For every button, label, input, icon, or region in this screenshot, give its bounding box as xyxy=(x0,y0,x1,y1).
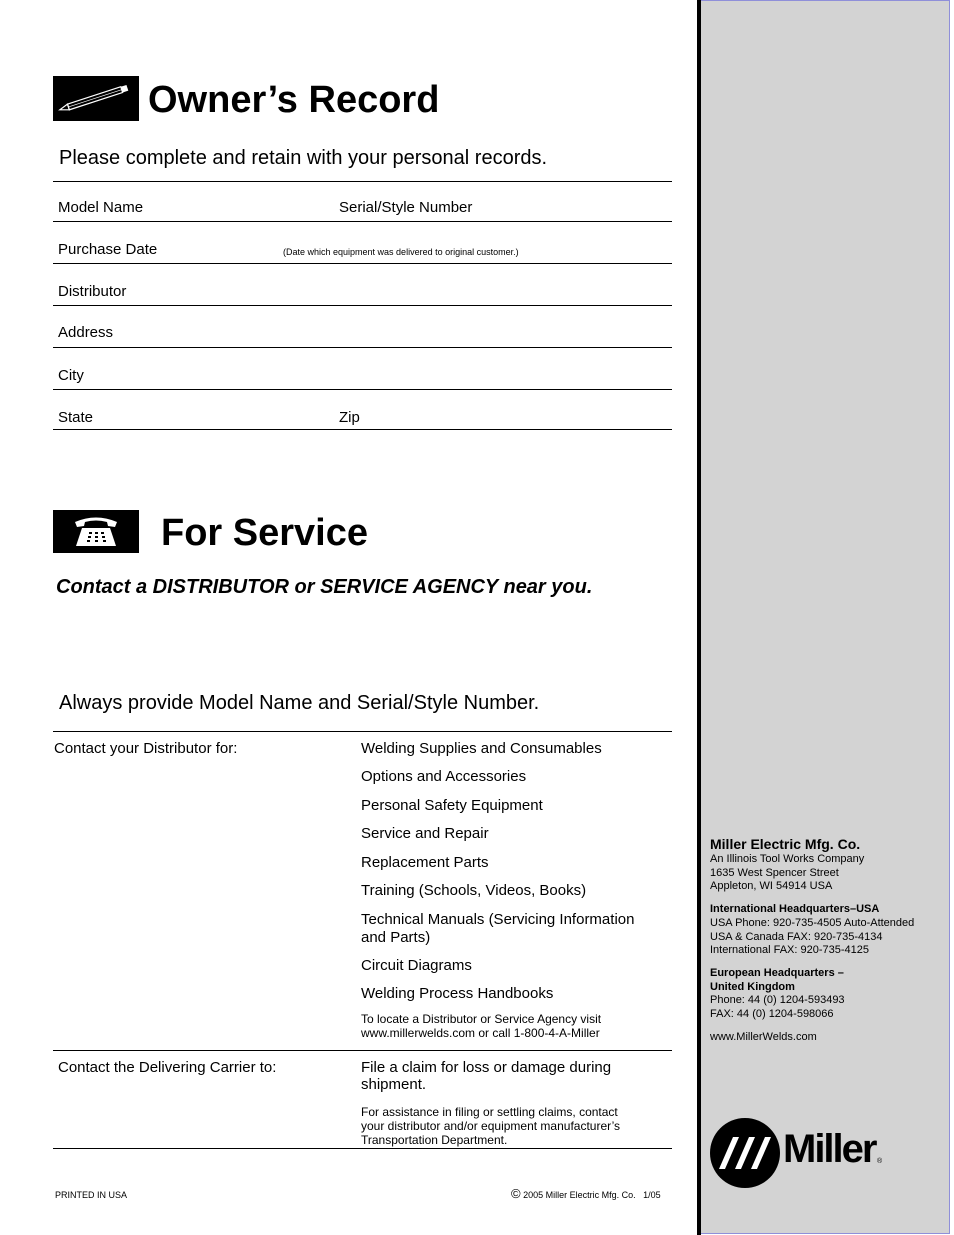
carrier-note-line: your distributor and/or equipment manufacturer’s xyxy=(361,1119,621,1133)
provide-line: Always provide Model Name and Serial/Style Number. xyxy=(59,692,540,714)
list-item: Technical Manuals (Servicing Information and Parts) xyxy=(361,911,635,946)
list-item: Options and Accessories xyxy=(361,768,527,785)
model-name-label: Model Name xyxy=(58,199,144,216)
for-service-title: For Service xyxy=(161,512,368,554)
eu-hq-line: FAX: 44 (0) 1204-598066 xyxy=(710,1008,834,1021)
eu-hq-title: European Headquarters – xyxy=(710,966,844,979)
serial-style-number-label: Serial/Style Number xyxy=(339,199,473,216)
list-item: Welding Supplies and Consumables xyxy=(361,740,602,757)
purchase-date-note: (Date which equipment was delivered to original customer.) xyxy=(283,247,519,257)
list-item: Service and Repair xyxy=(361,825,489,842)
company-info xyxy=(710,836,946,1044)
list-item: Training (Schools, Videos, Books) xyxy=(361,882,587,899)
copyright xyxy=(511,1186,661,1201)
owners-record-subtitle: Please complete and retain with your personal records. xyxy=(59,147,548,169)
carrier-section-label: Contact the Delivering Carrier to: xyxy=(58,1059,277,1076)
state-zip-field-line[interactable] xyxy=(53,429,672,430)
divider xyxy=(53,1050,672,1051)
carrier-item: File a claim for loss or damage during shipment. xyxy=(361,1059,612,1093)
purchase-date-label: Purchase Date xyxy=(58,241,158,258)
copyright-symbol: © xyxy=(511,1186,521,1201)
intl-hq-line: USA & Canada FAX: 920-735-4134 xyxy=(710,930,883,943)
intl-hq-line: International FAX: 920-735-4125 xyxy=(710,944,870,957)
sidebar xyxy=(697,0,954,1235)
eu-hq-line: Phone: 44 (0) 1204-593493 xyxy=(710,994,845,1007)
company-line: 1635 West Spencer Street xyxy=(710,866,839,879)
printed-in-usa: PRINTED IN USA xyxy=(55,1190,128,1200)
locate-note-line: www.millerwelds.com or call 1-800-4-A-Miller xyxy=(361,1026,600,1040)
website-link[interactable]: www.MillerWelds.com xyxy=(710,1030,817,1043)
zip-label: Zip xyxy=(339,409,360,426)
company-line: An Illinois Tool Works Company xyxy=(710,853,865,865)
divider xyxy=(53,181,672,182)
list-item: Personal Safety Equipment xyxy=(361,797,543,814)
city-label: City xyxy=(58,367,84,384)
intl-hq-title: International Headquarters–USA xyxy=(710,903,880,916)
telephone-icon xyxy=(53,510,139,553)
distributor-field-line[interactable] xyxy=(53,305,672,306)
model-name-field-line[interactable] xyxy=(53,221,672,222)
distributor-section-label: Contact your Distributor for: xyxy=(54,740,238,757)
divider xyxy=(53,1148,672,1149)
locate-note-line: To locate a Distributor or Service Agency visit xyxy=(361,1012,602,1026)
carrier-note-line: For assistance in filing or settling claims, contact xyxy=(361,1105,618,1119)
carrier-note-line: Transportation Department. xyxy=(361,1133,508,1147)
eu-hq-title: United Kingdom xyxy=(710,980,795,993)
list-item: Welding Process Handbooks xyxy=(361,985,554,1002)
divider xyxy=(53,731,672,732)
distributor-label: Distributor xyxy=(58,283,127,300)
logo-registered: ® xyxy=(877,1158,883,1165)
address-label: Address xyxy=(58,324,114,341)
intl-hq-line: USA Phone: 920-735-4505 Auto-Attended xyxy=(710,916,915,929)
copyright-text: 2005 Miller Electric Mfg. Co. 1/05 xyxy=(523,1190,661,1200)
list-item: Circuit Diagrams xyxy=(361,957,472,974)
owners-record-title: Owner’s Record xyxy=(148,79,440,121)
address-field-line[interactable] xyxy=(53,347,672,348)
state-label: State xyxy=(58,409,94,426)
logo-text: Miller xyxy=(783,1127,876,1171)
miller-logo-icon xyxy=(709,1117,899,1189)
list-item: Replacement Parts xyxy=(361,854,489,871)
carrier-note xyxy=(361,1105,620,1147)
purchase-date-field-line[interactable] xyxy=(53,263,672,264)
contact-line: Contact a DISTRIBUTOR or SERVICE AGENCY near you. xyxy=(56,576,593,598)
sidebar-panel xyxy=(701,0,950,1234)
pencil-icon xyxy=(53,76,139,121)
city-field-line[interactable] xyxy=(53,389,672,390)
company-name: Miller Electric Mfg. Co. xyxy=(710,836,861,852)
company-line: Appleton, WI 54914 USA xyxy=(710,880,833,893)
locate-note xyxy=(361,1012,601,1040)
